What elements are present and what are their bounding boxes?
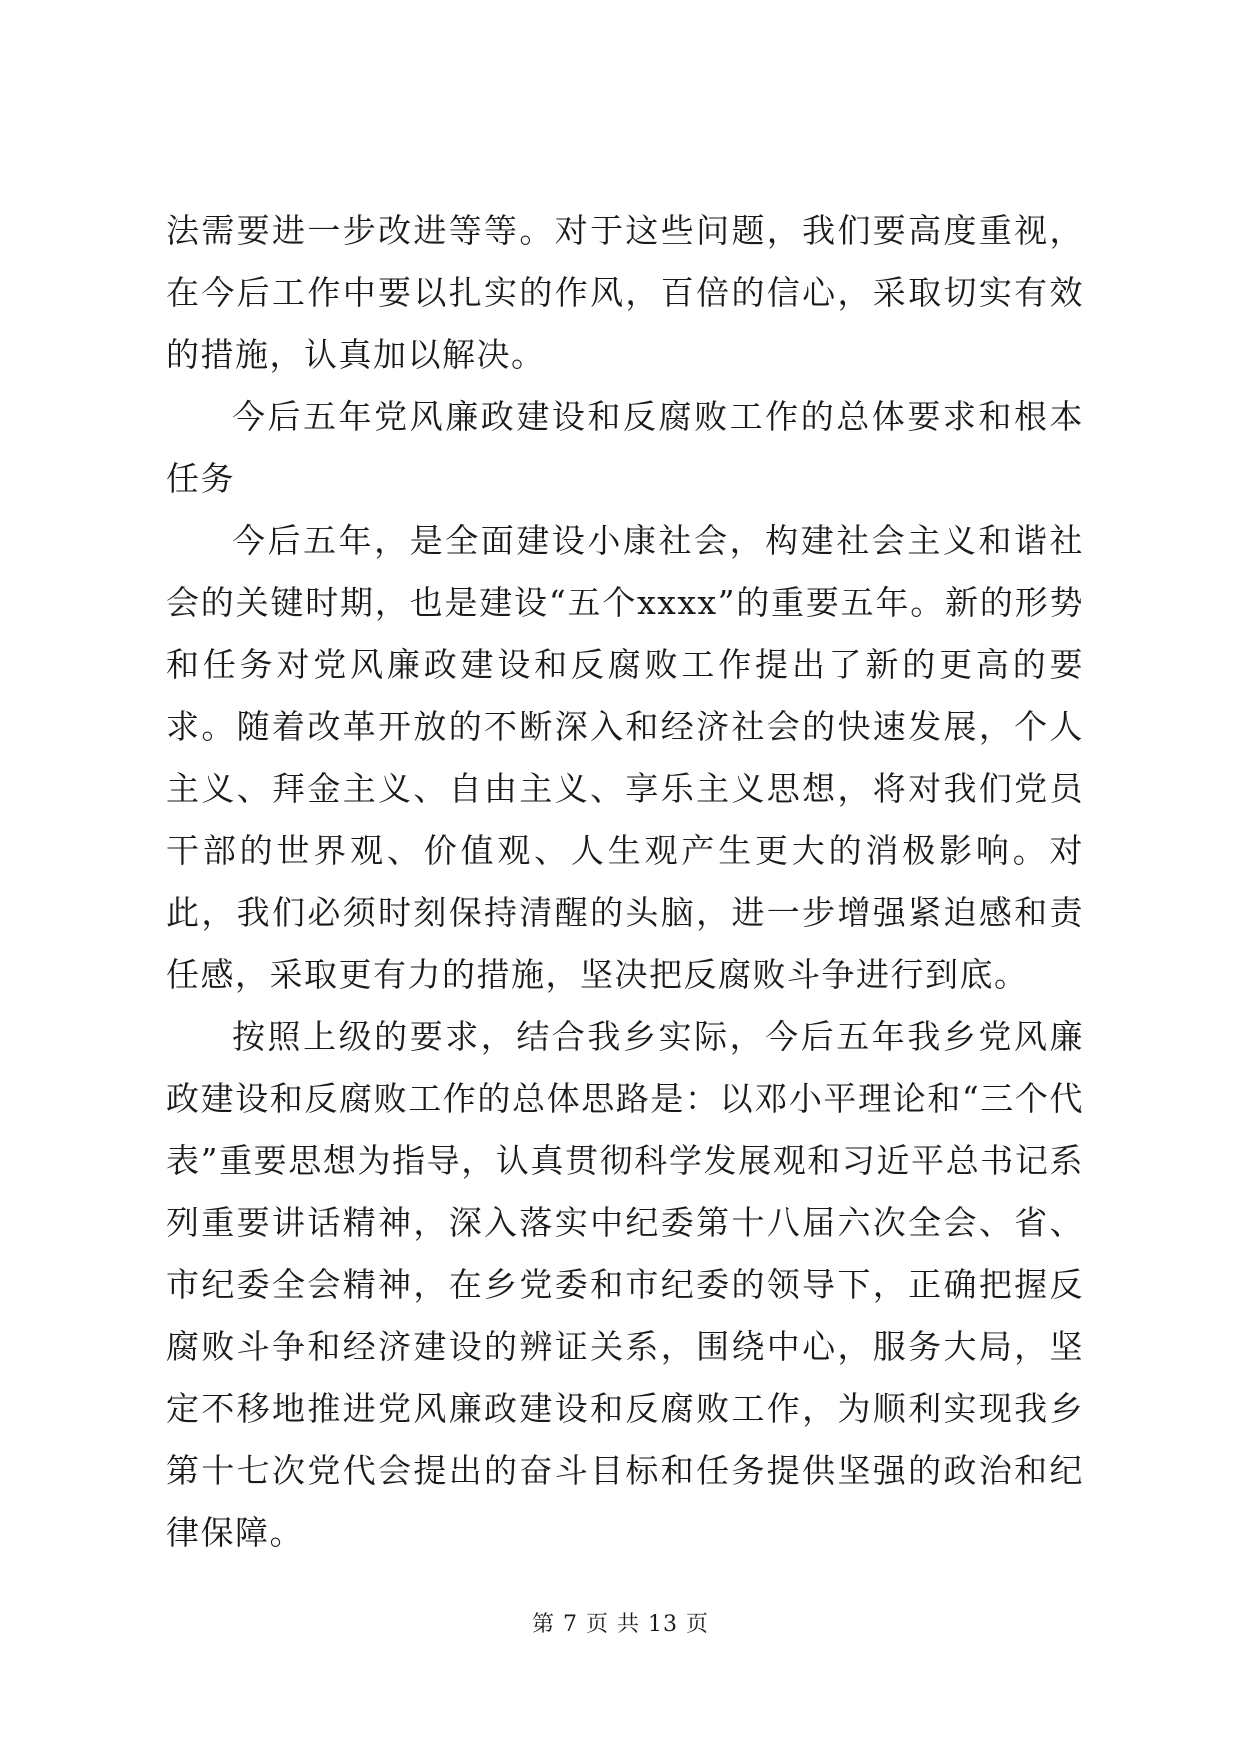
document-body	[166, 200, 1084, 1564]
paragraph-situation: 今后五年，是全面建设小康社会，构建社会主义和谐社会的关键时期，也是建设“五个xxxx”的重要五年。新的形势和任务对党风廉政建设和反腐败工作提出了新的更高的要求。随着改革开放的不断深入和经济社会的快速发展，个人主义、拜金主义、自由主义、享乐主义思想，将对我们党员干部的世界观、价值观、人生观产生更大的消极影响。对此，我们必须时刻保持清醒的头脑，进一步增强紧迫感和责任感，采取更有力的措施，坚决把反腐败斗争进行到底。	[166, 521, 1084, 994]
section-heading: 今后五年党风廉政建设和反腐败工作的总体要求和根本任务	[166, 397, 1084, 498]
page-number-footer: 第 7 页 共 13 页	[532, 1612, 709, 1637]
paragraph-approach: 按照上级的要求，结合我乡实际，今后五年我乡党风廉政建设和反腐败工作的总体思路是：以邓小平理论和“三个代表”重要思想为指导，认真贯彻科学发展观和习近平总书记系列重要讲话精神，深入落实中纪委第十八届六次全会、省、市纪委全会精神，在乡党委和市纪委的领导下，正确把握反腐败斗争和经济建设的辨证关系，围绕中心，服务大局，坚定不移地推进党风廉政建设和反腐败工作，为顺利实现我乡第十七次党代会提出的奋斗目标和任务提供坚强的政治和纪律保障。	[166, 1017, 1084, 1552]
paragraph-continued: 法需要进一步改进等等。对于这些问题，我们要高度重视，在今后工作中要以扎实的作风，百倍的信心，采取切实有效的措施，认真加以解决。	[166, 211, 1084, 374]
